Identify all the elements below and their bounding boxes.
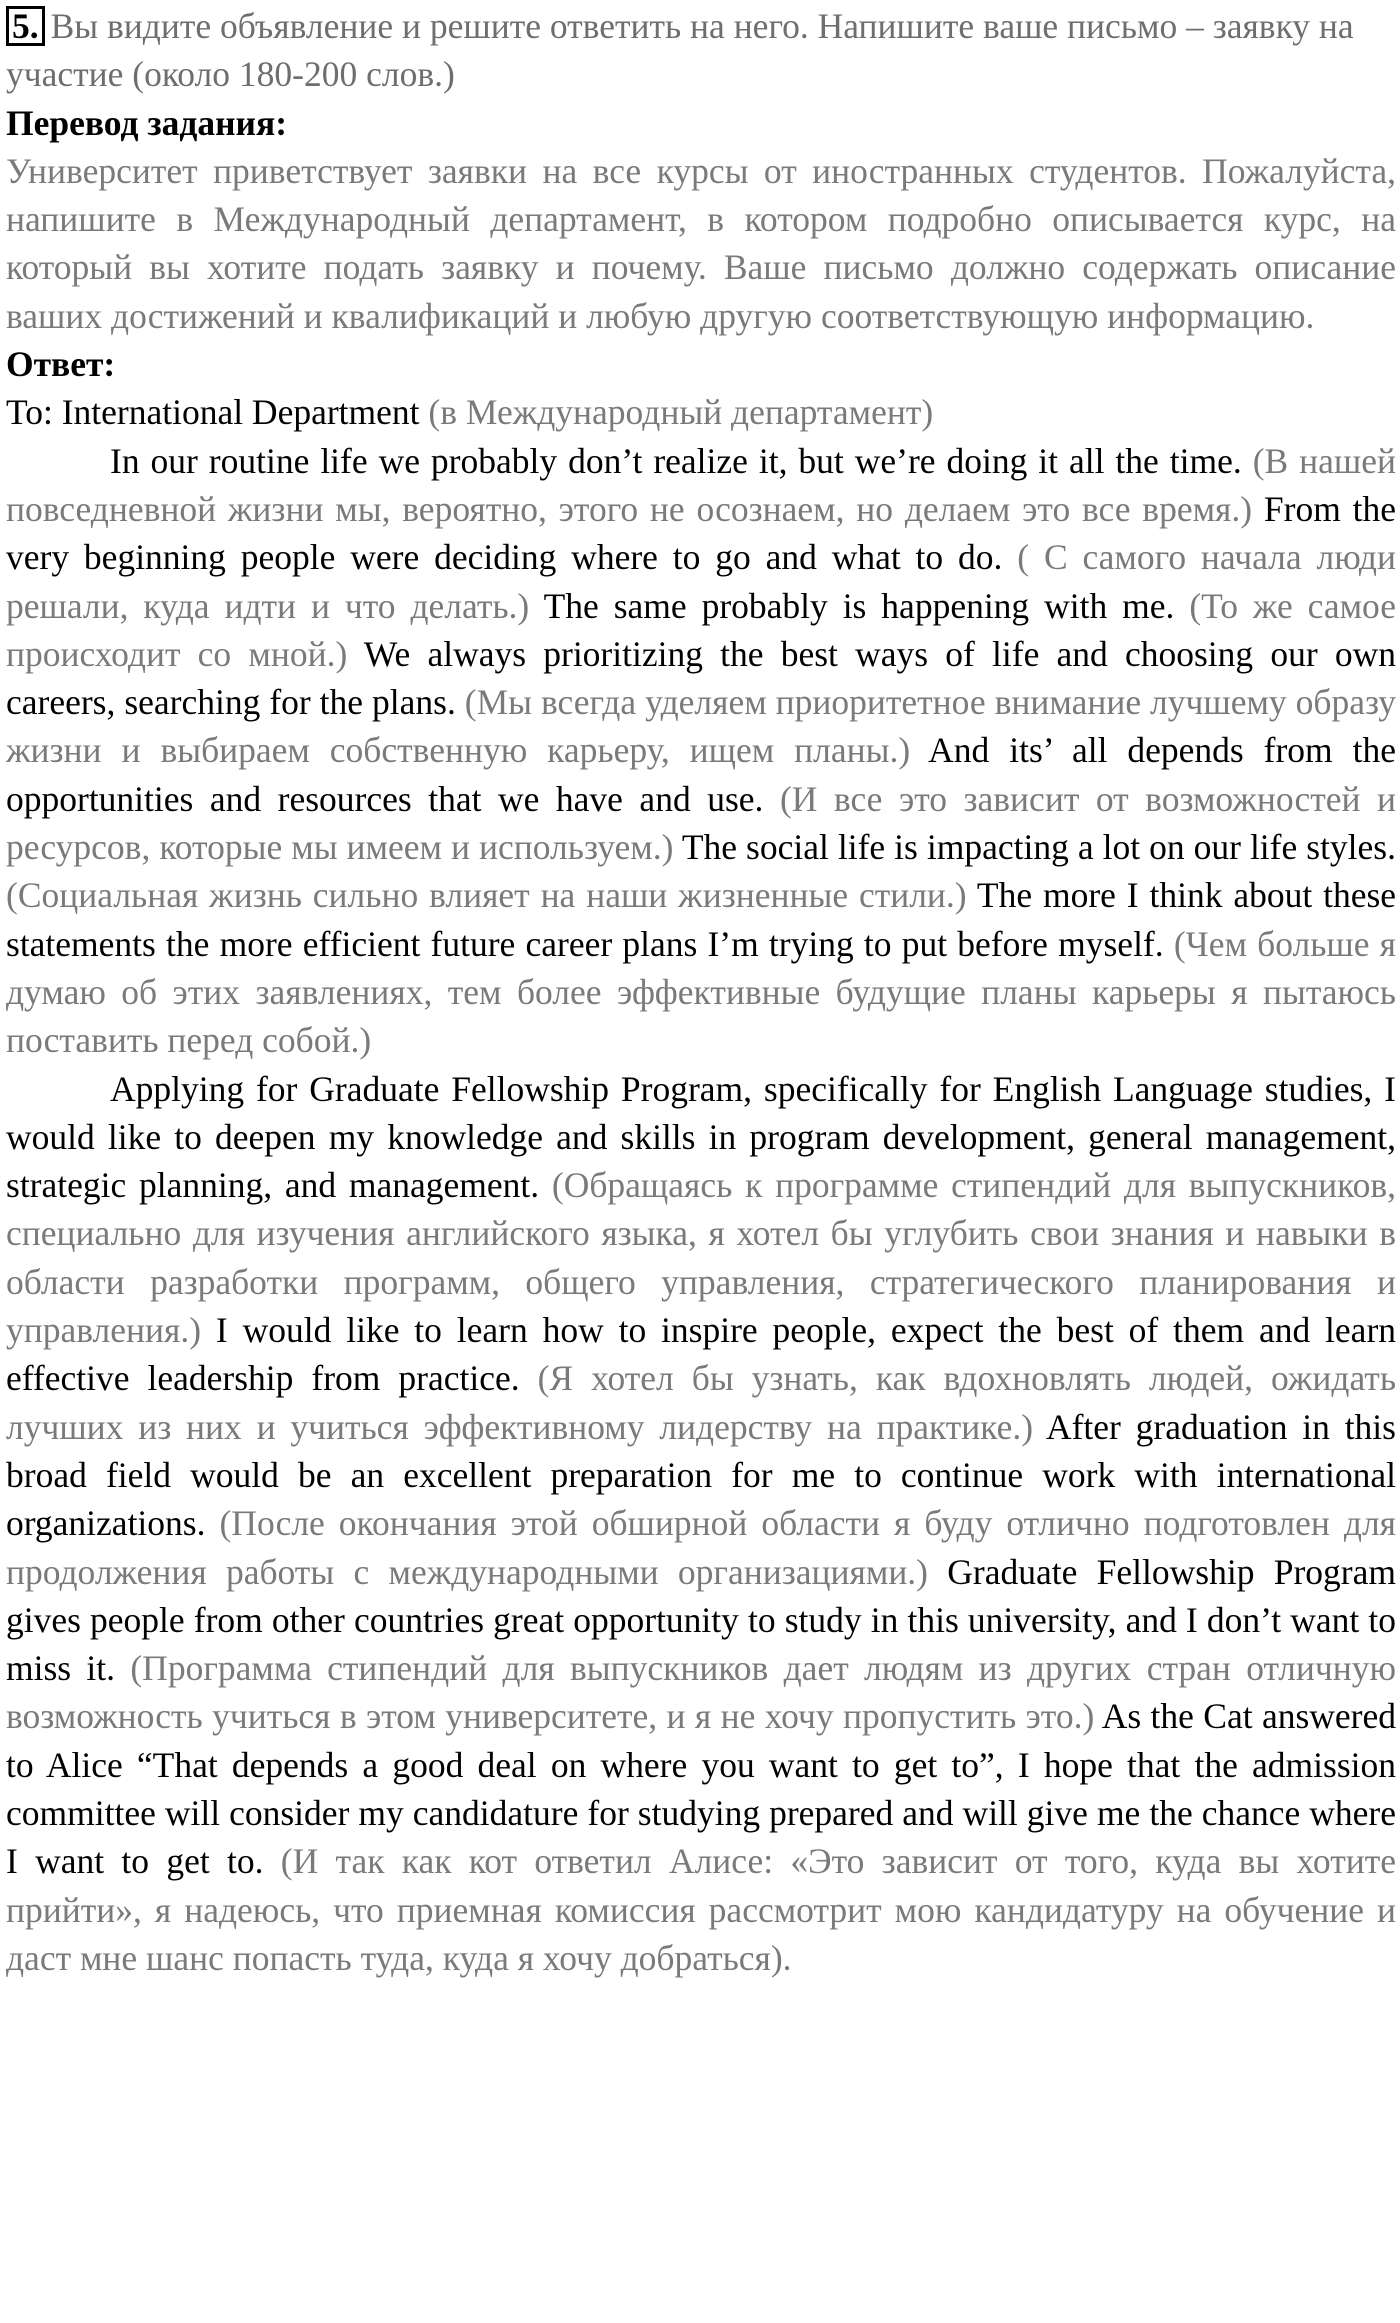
- sentence-en: Applying for Graduate Fellowship Program, specifically for English Language studies, I would like to deepen my knowledge and skills in program development, general management, strategic planning, and management.: [6, 1068, 1396, 1206]
- sentence-en: I would like to learn how to inspire people, expect the best of them and learn effective leadership from practice.: [6, 1310, 1397, 1399]
- sentence-en: Graduate Fellowship Program gives people from other countries great opportunity to study in this university, and I don’t want to miss it.: [6, 1551, 1396, 1689]
- sentence-ru-translation: (То же самое происходит со мной.): [6, 585, 1396, 674]
- sentence-en: In our routine life we probably don’t realize it, but we’re doing it all the time.: [110, 440, 1242, 481]
- sentence-ru-translation: (И так как кот ответил Алисе: «Это зависит от того, куда вы хотите прийти», я надеюсь, что приемная комиссия рассмотрит мою кандидатуру на обучение и даст мне шанс попасть туда, куда я хочу добраться).: [6, 1841, 1396, 1978]
- task-text: Вы видите объявление и решите ответить на него. Напишите ваше письмо – заявку на участие (около 180-200 слов.): [6, 6, 1354, 95]
- answer-heading: Ответ:: [6, 344, 116, 385]
- sentence-en: As the Cat answered to Alice “That depends a good deal on where you want to get to”, I hope that the admission committee will consider my candidature for studying prepared and will give me the chance where I want to get to.: [6, 1696, 1397, 1882]
- sentence-ru-translation: (И все это зависит от возможностей и ресурсов, которые мы имеем и используем.): [6, 778, 1396, 868]
- sentence-en: We always prioritizing the best ways of life and choosing our own careers, searching for the plans.: [6, 633, 1396, 723]
- letter-recipient: [6, 388, 1396, 436]
- answer-paragraph-2: [6, 1065, 1396, 1983]
- sentence-ru-translation: (После окончания этой обширной области я буду отлично подготовлен для продолжения работы с международными организациями.): [6, 1503, 1396, 1592]
- sentence-en: The more I think about these statements the more efficient future career plans I’m trying to put before myself.: [6, 875, 1397, 964]
- sentence-en: The same probably is happening with me.: [543, 585, 1175, 626]
- task-number: 5.: [6, 6, 45, 46]
- answer-paragraph-1: [6, 437, 1396, 1065]
- sentence-ru-translation: (Чем больше я думаю об этих заявлениях, тем более эффективные будущие планы карьеры я пытаюсь поставить перед собой.): [6, 923, 1396, 1061]
- document-page: [6, 2, 1396, 1982]
- sentence-ru-translation: ( С самого начала люди решали, куда идти и что делать.): [6, 537, 1396, 626]
- sentence-ru-translation: (Социальная жизнь сильно влияет на наши жизненные стили.): [6, 875, 967, 916]
- sentence-ru-translation: (Программа стипендий для выпускников дает людям из других стран отличную возможность учиться в этом университете, и я не хочу пропустить это.): [6, 1648, 1396, 1737]
- sentence-en: From the very beginning people were deciding where to go and what to do.: [6, 488, 1396, 578]
- recipient-ru: (в Международный департамент): [428, 392, 934, 433]
- translation-heading: Перевод задания:: [6, 102, 288, 143]
- translation-text: Университет приветствует заявки на все курсы от иностранных студентов. Пожалуйста, напишите в Международный департамент, в котором подробно описывается курс, на который вы хотите подать заявку и почему. Ваше письмо должно содержать описание ваших достижений и квалификаций и любую другую соответствующую информацию.: [6, 150, 1396, 336]
- recipient-en: To: International Department: [6, 392, 420, 433]
- sentence-ru-translation: (Обращаясь к программе стипендий для выпускников, специально для изучения английского языка, я хотел бы углубить свои знания и навыки в области разработки программ, общего управления, стратегического планирования и управления.): [6, 1165, 1396, 1351]
- sentence-ru-translation: (В нашей повседневной жизни мы, вероятно, этого не осознаем, но делаем это все время.): [6, 440, 1397, 529]
- sentence-en: After graduation in this broad field would be an excellent preparation for me to continue work with international organizations.: [6, 1406, 1396, 1544]
- task-statement: [6, 2, 1396, 99]
- sentence-en: And its’ all depends from the opportunities and resources that we have and use.: [6, 730, 1396, 819]
- sentence-ru-translation: (Мы всегда уделяем приоритетное внимание лучшему образу жизни и выбираем собственную карьеру, ищем планы.): [6, 682, 1396, 771]
- sentence-en: The social life is impacting a lot on our life styles.: [681, 827, 1396, 868]
- sentence-ru-translation: (Я хотел бы узнать, как вдохновлять людей, ожидать лучших из них и учиться эффективному лидерству на практике.): [6, 1358, 1397, 1447]
